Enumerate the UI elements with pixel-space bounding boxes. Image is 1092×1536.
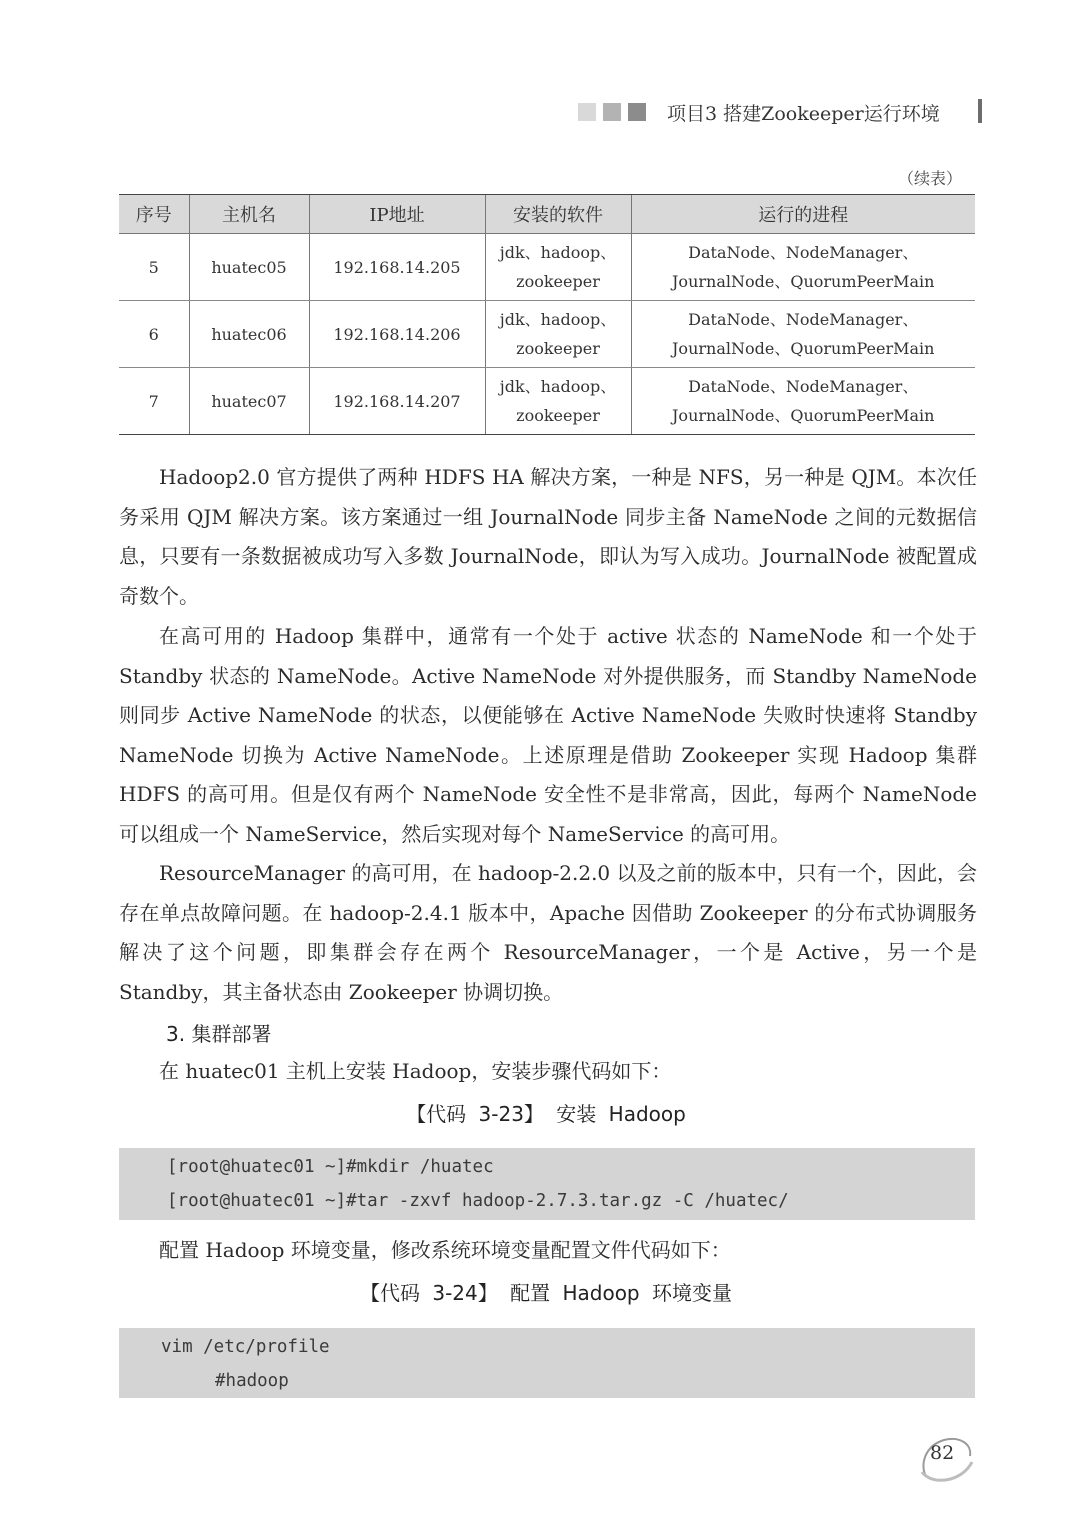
code-line: #hadoop bbox=[215, 1371, 289, 1391]
col-header-no: 序号 bbox=[119, 195, 189, 234]
header-square-light bbox=[578, 103, 596, 121]
code-caption-3-23: 【代码 3-23】 安装 Hadoop bbox=[406, 1102, 686, 1126]
col-header-ip: IP地址 bbox=[309, 195, 485, 234]
cell-no: 5 bbox=[119, 234, 189, 301]
table-header-row bbox=[119, 195, 975, 234]
table-continued-label: （续表） bbox=[897, 169, 962, 188]
header-bar bbox=[978, 99, 982, 123]
paragraph-namenode: 在高可用的 Hadoop 集群中，通常有一个处于 active 状态的 NameNode 和一个处于 Standby 状态的 NameNode。Active NameNode 对外提供服务，而 Standby NameNode 则同步 Active NameNode 的状态，以便能够在 Active NameNode 失败时快速将 Standby NameNode 切换为 Active NameNode。上述原理是借助 Zookeeper 实现 Hadoop 集群 HDFS 的高可用。但是仅有两个 NameNode 安全性不是非常高，因此，每两个 NameNode 可以组成一个 NameService，然后实现对每个 NameService 的高可用。 bbox=[119, 624, 977, 846]
code-line: [root@huatec01 ~]#mkdir /huatec bbox=[167, 1157, 494, 1177]
table-row bbox=[119, 368, 975, 435]
host-table bbox=[119, 194, 975, 435]
process-line-1: DataNode、NodeManager、 bbox=[688, 377, 919, 396]
code-block-profile bbox=[119, 1328, 975, 1398]
process-line-2: JournalNode、QuorumPeerMain bbox=[672, 272, 935, 291]
process-line-2: JournalNode、QuorumPeerMain bbox=[672, 339, 935, 358]
cell-host: huatec07 bbox=[189, 368, 309, 435]
cell-process bbox=[631, 368, 975, 435]
col-header-software: 安装的软件 bbox=[485, 195, 631, 234]
process-line-2: JournalNode、QuorumPeerMain bbox=[672, 406, 935, 425]
header-title: 项目3 搭建Zookeeper运行环境 bbox=[667, 102, 940, 125]
cell-ip: 192.168.14.206 bbox=[309, 301, 485, 368]
config-intro: 配置 Hadoop 环境变量，修改系统环境变量配置文件代码如下： bbox=[159, 1238, 731, 1262]
cell-no: 6 bbox=[119, 301, 189, 368]
process-line-1: DataNode、NodeManager、 bbox=[688, 243, 919, 262]
software-line-2: zookeeper bbox=[516, 406, 600, 425]
header-square-dark bbox=[628, 103, 646, 121]
software-line-2: zookeeper bbox=[516, 339, 600, 358]
col-header-host: 主机名 bbox=[189, 195, 309, 234]
code-line: vim /etc/profile bbox=[161, 1337, 330, 1357]
cell-ip: 192.168.14.207 bbox=[309, 368, 485, 435]
col-header-process: 运行的进程 bbox=[631, 195, 975, 234]
cell-host: huatec06 bbox=[189, 301, 309, 368]
running-header bbox=[578, 96, 982, 128]
code-caption-3-24: 【代码 3-24】 配置 Hadoop 环境变量 bbox=[360, 1281, 732, 1305]
process-line-1: DataNode、NodeManager、 bbox=[688, 310, 919, 329]
paragraph-resourcemanager: ResourceManager 的高可用，在 hadoop-2.2.0 以及之前的版本中，只有一个，因此，会存在单点故障问题。在 hadoop-2.4.1 版本中，Apache 因借助 Zookeeper 的分布式协调服务解决了这个问题，即集群会存在两个 ResourceManager，一个是 Active，另一个是 Standby，其主备状态由 Zookeeper 协调切换。 bbox=[119, 861, 977, 1004]
cell-software bbox=[485, 368, 631, 435]
cell-host: huatec05 bbox=[189, 234, 309, 301]
cell-ip: 192.168.14.205 bbox=[309, 234, 485, 301]
cell-process bbox=[631, 301, 975, 368]
paragraph-hdfs-ha: Hadoop2.0 官方提供了两种 HDFS HA 解决方案，一种是 NFS，另一种是 QJM。本次任务采用 QJM 解决方案。该方案通过一组 JournalNode 同步主备 NameNode 之间的元数据信息，只要有一条数据被成功写入多数 JournalNode，即认为写入成功。JournalNode 被配置成奇数个。 bbox=[119, 465, 977, 608]
cell-software bbox=[485, 301, 631, 368]
cell-software bbox=[485, 234, 631, 301]
page-number-badge bbox=[918, 1432, 974, 1484]
cell-process bbox=[631, 234, 975, 301]
code-block-install bbox=[119, 1148, 975, 1220]
cell-no: 7 bbox=[119, 368, 189, 435]
software-line-2: zookeeper bbox=[516, 272, 600, 291]
table-row bbox=[119, 234, 975, 301]
table-row bbox=[119, 301, 975, 368]
software-line-1: jdk、hadoop、 bbox=[499, 243, 617, 262]
page-number: 82 bbox=[930, 1442, 955, 1464]
software-line-1: jdk、hadoop、 bbox=[499, 310, 617, 329]
code-line: [root@huatec01 ~]#tar -zxvf hadoop-2.7.3.tar.gz -C /huatec/ bbox=[167, 1191, 789, 1211]
section-heading: 3. 集群部署 bbox=[166, 1022, 272, 1046]
install-intro: 在 huatec01 主机上安装 Hadoop，安装步骤代码如下： bbox=[159, 1059, 672, 1083]
header-square-mid bbox=[603, 103, 621, 121]
software-line-1: jdk、hadoop、 bbox=[499, 377, 617, 396]
